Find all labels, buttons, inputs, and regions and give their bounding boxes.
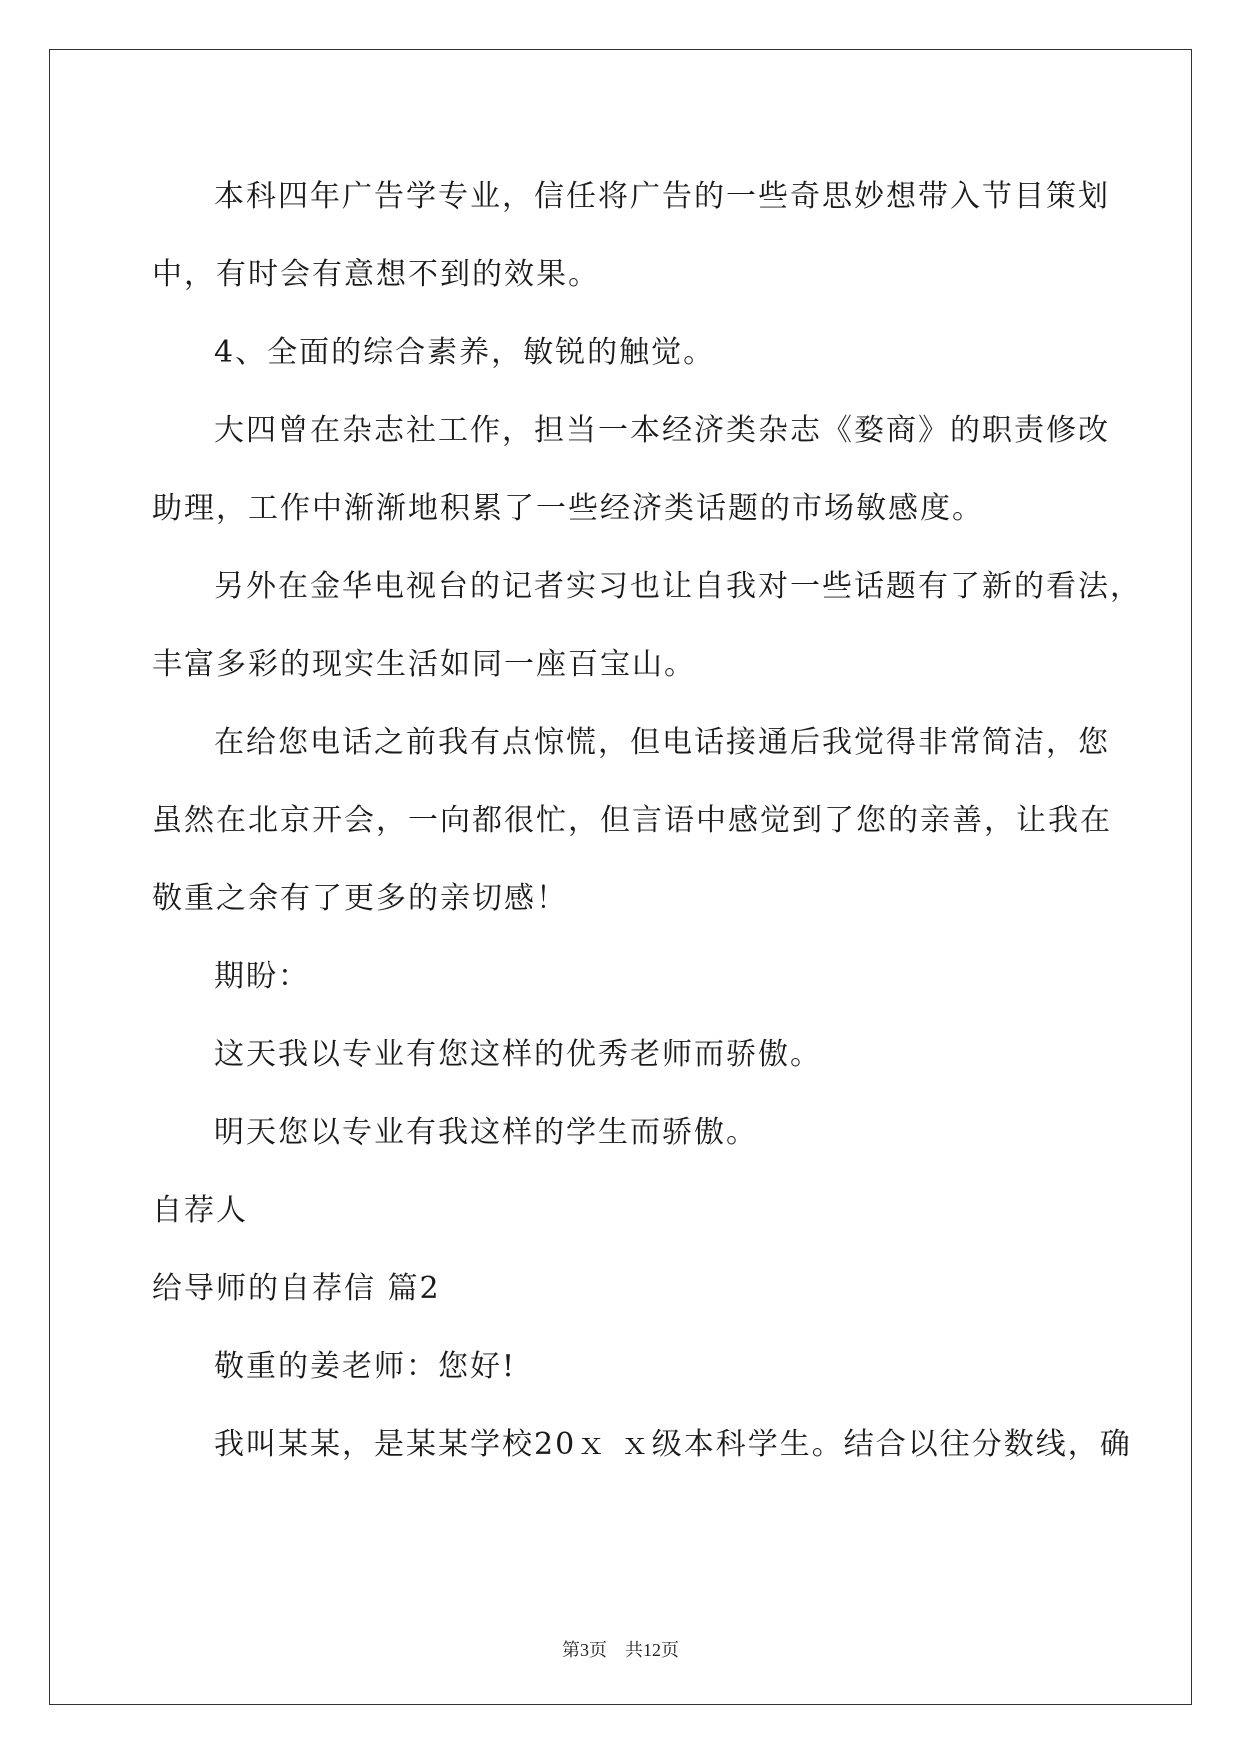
paragraph-continuation bbox=[152, 626, 1092, 704]
paragraph bbox=[152, 548, 1142, 626]
text-line: 自荐人 bbox=[152, 1193, 248, 1228]
text-line: 4、全面的综合素养，敏锐的触觉。 bbox=[214, 335, 716, 370]
paragraph bbox=[152, 314, 1092, 392]
signature-line bbox=[152, 1172, 1092, 1250]
document-body bbox=[152, 158, 1142, 1484]
text-line: 给导师的自荐信 篇2 bbox=[152, 1271, 441, 1306]
paragraph-continuation bbox=[152, 470, 1092, 548]
paragraph bbox=[152, 938, 1092, 1016]
text-line: 中，有时会有意想不到的效果。 bbox=[152, 257, 600, 292]
text-line: 我叫某某，是某某学校20ｘ ｘ级本科学生。结合以往分数线，确 bbox=[214, 1427, 1132, 1462]
paragraph bbox=[152, 392, 1110, 470]
paragraph bbox=[152, 1406, 1132, 1484]
salutation bbox=[152, 1328, 1092, 1406]
text-line: 在给您电话之前我有点惊慌，但电话接通后我觉得非常简洁，您 bbox=[214, 725, 1110, 760]
page-number-footer: 第3页 共12页 bbox=[562, 1640, 679, 1660]
text-line: 明天您以专业有我这样的学生而骄傲。 bbox=[214, 1115, 758, 1150]
paragraph bbox=[152, 1016, 1092, 1094]
paragraph-continuation bbox=[152, 236, 1092, 314]
text-line: 本科四年广告学专业，信任将广告的一些奇思妙想带入节目策划 bbox=[214, 179, 1110, 214]
paragraph-continuation bbox=[152, 860, 1092, 938]
text-line: 这天我以专业有您这样的优秀老师而骄傲。 bbox=[214, 1037, 822, 1072]
paragraph bbox=[152, 704, 1110, 782]
text-line: 大四曾在杂志社工作，担当一本经济类杂志《婺商》的职责修改 bbox=[214, 413, 1110, 448]
text-line: 助理，工作中渐渐地积累了一些经济类话题的市场敏感度。 bbox=[152, 491, 984, 526]
text-line: 丰富多彩的现实生活如同一座百宝山。 bbox=[152, 647, 696, 682]
text-line: 敬重之余有了更多的亲切感！ bbox=[152, 881, 568, 916]
section-heading bbox=[152, 1250, 1092, 1328]
text-line: 敬重的姜老师：您好! bbox=[214, 1349, 517, 1384]
text-line: 虽然在北京开会，一向都很忙，但言语中感觉到了您的亲善，让我在 bbox=[152, 803, 1112, 838]
paragraph-continuation bbox=[152, 782, 1112, 860]
paragraph bbox=[152, 158, 1110, 236]
paragraph bbox=[152, 1094, 1092, 1172]
text-line: 另外在金华电视台的记者实习也让自我对一些话题有了新的看法， bbox=[214, 569, 1142, 604]
text-line: 期盼： bbox=[214, 959, 310, 994]
